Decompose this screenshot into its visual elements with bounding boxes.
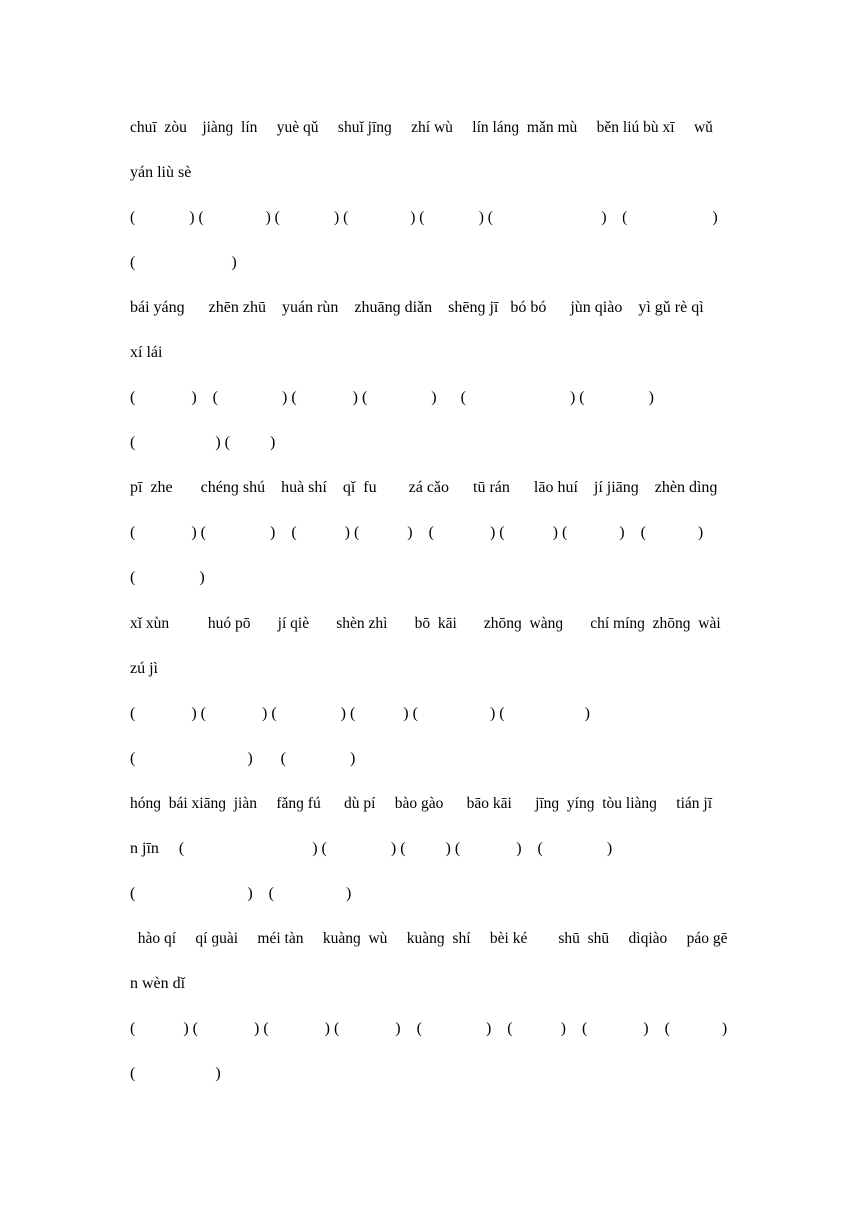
answer-blank-line: ( ) xyxy=(130,254,237,271)
answer-blank-line: ( ) ( ) ( ) ( ) ( ) ( ) xyxy=(130,705,590,722)
pinyin-line: pī zhe chénɡ shú huà shí qǐ fu zá cǎo tū rán lāo huí jí jiānɡ zhèn dìnɡ xyxy=(130,479,718,496)
answer-blank-line: ( ) xyxy=(130,1065,221,1082)
answer-blank-line: ( ) ( ) ( ) ( ) ( ) ( ) ( ) ( ) xyxy=(130,524,704,541)
answer-blank-line: ( ) xyxy=(130,569,205,586)
answer-blank-line: ( ) ( ) xyxy=(130,750,356,767)
pinyin-line: yán liù sè xyxy=(130,164,192,181)
pinyin-line: hónɡ bái xiānɡ jiàn fǎnɡ fú dù pí bào gào bāo kāi jīnɡ yínɡ tòu liànɡ tián jī xyxy=(130,795,713,812)
pinyin-line: n wèn dǐ xyxy=(130,975,186,992)
pinyin-line: hào qí qí ɡuài méi tàn kuànɡ wù kuànɡ shí bèi ké shū shū dìqiào páo gē xyxy=(130,930,728,947)
pinyin-line: xǐ xùn huó pō jí qiè shèn zhì bō kāi zhōnɡ wànɡ chí mínɡ zhōnɡ wài xyxy=(130,615,721,632)
pinyin-line: xí lái xyxy=(130,344,163,361)
answer-blank-line: ( ) ( ) ( ) ( ) ( ) ( ) ( ) xyxy=(130,209,718,226)
answer-blank-line: ( ) ( ) ( ) ( ) ( ) ( ) ( ) ( ) xyxy=(130,1020,728,1037)
pinyin-line: zú jì xyxy=(130,660,158,677)
pinyin-line: chuī zòu jiànɡ lín yuè qǔ shuǐ jīnɡ zhí wù lín lánɡ mǎn mù běn liú bù xī wǔ xyxy=(130,119,713,136)
pinyin-line: n jīn ( ) ( ) ( ) ( ) ( ) xyxy=(130,840,613,857)
answer-blank-line: ( ) ( ) xyxy=(130,434,276,451)
answer-blank-line: ( ) ( ) ( ) ( ) ( ) ( ) xyxy=(130,389,654,406)
answer-blank-line: ( ) ( ) xyxy=(130,885,352,902)
pinyin-line: bái yánɡ zhēn zhū yuán rùn zhuānɡ diǎn shēnɡ jī bó bó jùn qiào yì gǔ rè qì xyxy=(130,299,704,316)
